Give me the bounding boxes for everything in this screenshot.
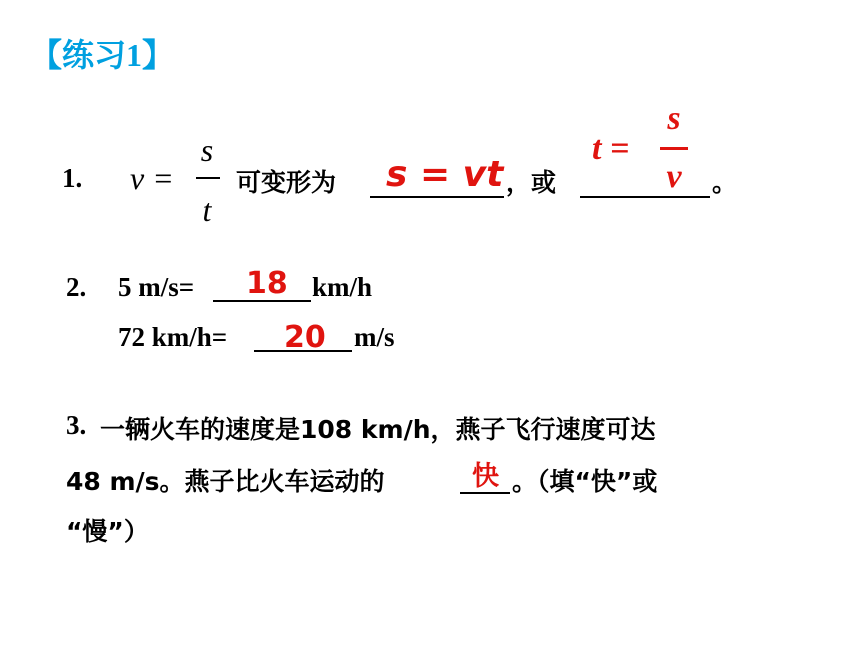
q2-line1-left: 5 m/s= (118, 272, 195, 302)
q3-number: 3. (66, 410, 87, 440)
q1-answer2-numerator: s (667, 100, 681, 137)
heading-close-bracket: 】 (142, 36, 175, 74)
q3-line3: “慢”） (66, 517, 149, 546)
q3-answer: 快 (472, 461, 499, 492)
q1-answer1: s = vt (386, 154, 504, 195)
q1-answer2-denominator: v (666, 158, 682, 195)
q1-fraction-denominator: t (202, 192, 212, 228)
q3-line2-right: 。（填“快”或 (512, 467, 658, 496)
q1-transform-text: 可变形为 (236, 168, 337, 197)
q1-number: 1. (62, 163, 83, 193)
q1-fraction-numerator: s (200, 132, 214, 168)
q2-line2-answer: 20 (284, 320, 326, 355)
q1-answer2-blank (580, 196, 710, 198)
q3-line1: 一辆火车的速度是108 km/h，燕子飞行速度可达 (100, 415, 656, 444)
exercise-heading (30, 30, 174, 76)
q3-line2-left: 48 m/s。燕子比火车运动的 (66, 467, 385, 496)
heading-text: 练习 (62, 36, 127, 74)
q1-fraction-bar (196, 177, 220, 179)
q1-or-text: ，或 (506, 168, 557, 197)
q1-formula-lhs: v = (130, 160, 174, 196)
q2-line2-right: m/s (354, 322, 395, 352)
q2-line1-right: km/h (312, 272, 373, 302)
q1-answer2-fraction-bar (660, 147, 688, 150)
q1-answer2-lhs: t = (592, 130, 630, 167)
q2-number: 2. (66, 272, 87, 302)
q2-line1-answer: 18 (246, 266, 288, 301)
heading-open-bracket: 【 (30, 36, 63, 74)
heading-number: 1 (126, 37, 143, 73)
q1-answer1-blank (370, 196, 504, 198)
q1-end-punct: 。 (712, 168, 738, 197)
q2-line2-left: 72 km/h= (118, 322, 228, 352)
